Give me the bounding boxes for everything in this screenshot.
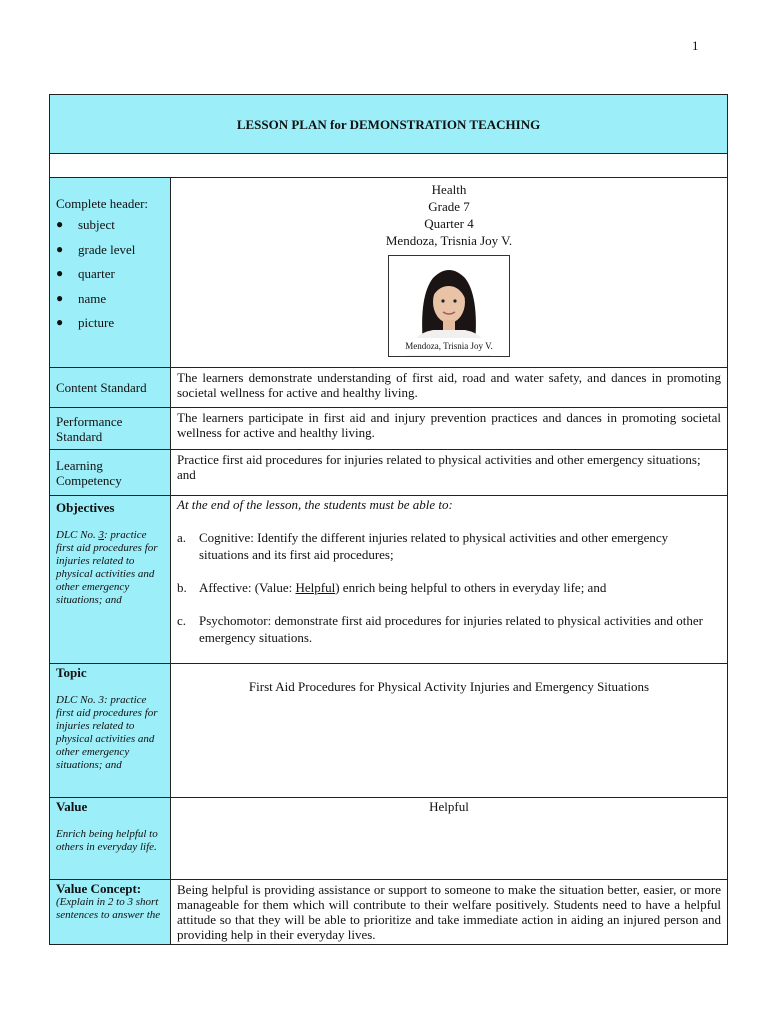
quarter: Quarter 4 xyxy=(424,216,474,231)
value-label-cell xyxy=(50,798,171,880)
document-title: LESSON PLAN for DEMONSTRATION TEACHING xyxy=(50,95,728,154)
page-number: 1 xyxy=(692,38,699,53)
blank-row xyxy=(50,154,728,178)
performance-standard-row xyxy=(50,408,728,450)
objective-item: a. Cognitive: Identify the different injuries related to physical activities and other emergency situations and its first aid procedures; xyxy=(177,530,669,562)
subject: Health xyxy=(431,182,467,197)
value-concept-row xyxy=(50,880,728,945)
content-standard-row xyxy=(50,368,728,408)
photo-caption: Mendoza, Trisnia Joy V. xyxy=(389,338,509,355)
value-concept-text: Being helpful is providing assistance or support to someone to make the situation better, easier, or more manageable for them which will contribute to their welfare positively. Students need to have a helpful attitude so that they will be able to prioritize and take immediate action in aiding an injured person and providing help in their everyday lives. xyxy=(171,880,728,945)
topic-label-cell xyxy=(50,664,171,798)
content-standard-label: Content Standard xyxy=(50,368,171,408)
bullet-icon: ● xyxy=(56,241,64,256)
objectives-dlc: DLC No. 3: practice first aid procedures for injuries related to physical activities and other emergency situations; and xyxy=(56,529,158,606)
learning-competency-label: Learning Competency xyxy=(50,450,171,496)
header-info-cell xyxy=(171,178,728,368)
value-concept-description: (Explain in 2 to 3 short sentences to answer the xyxy=(56,896,161,921)
value-concept-label: Value Concept: xyxy=(56,881,142,896)
list-item: ● name xyxy=(56,290,107,306)
teacher-photo xyxy=(388,255,510,357)
bullet-icon: ● xyxy=(56,315,64,329)
objective-item: c. Psychomotor: demonstrate first aid procedures for injuries related to physical activities and other emergency situations. xyxy=(177,613,703,645)
value-row xyxy=(50,798,728,880)
objectives-intro: At the end of the lesson, the students must be able to: xyxy=(177,497,453,512)
list-item: ● picture xyxy=(56,315,115,330)
lesson-plan-table xyxy=(49,94,728,945)
objectives-row xyxy=(50,496,728,664)
grade-level: Grade 7 xyxy=(428,199,470,214)
value-description: Enrich being helpful to others in everyday life. xyxy=(56,828,158,853)
objective-item: b. Affective: (Value: Helpful) enrich being helpful to others in everyday life; and xyxy=(177,580,607,595)
value-concept-label-cell xyxy=(50,880,171,945)
topic-text: First Aid Procedures for Physical Activity Injuries and Emergency Situations xyxy=(171,664,728,798)
teacher-name: Mendoza, Trisnia Joy V. xyxy=(385,233,513,248)
objectives-label: Objectives xyxy=(56,500,115,515)
list-item: ● subject xyxy=(56,217,115,232)
header-label: Complete header: xyxy=(56,196,149,211)
value-text: Helpful xyxy=(171,798,728,880)
list-item: ● grade level xyxy=(56,241,136,257)
header-label-cell xyxy=(50,178,171,368)
bullet-icon: ● xyxy=(56,290,64,305)
title-row xyxy=(50,95,728,154)
bullet-icon: ● xyxy=(56,217,64,231)
topic-row xyxy=(50,664,728,798)
learning-competency-text: Practice first aid procedures for injuries related to physical activities and other emergency situations; and xyxy=(171,450,728,496)
objectives-label-cell xyxy=(50,496,171,664)
bullet-icon: ● xyxy=(56,266,64,280)
value-label: Value xyxy=(56,799,88,814)
performance-standard-text: The learners participate in first aid and injury prevention practices and dances in promoting societal wellness for active and healthy living. xyxy=(171,408,728,450)
performance-standard-label: Performance Standard xyxy=(50,408,171,450)
learning-competency-row xyxy=(50,450,728,496)
objectives-content xyxy=(171,496,728,664)
header-row xyxy=(50,178,728,368)
content-standard-text: The learners demonstrate understanding of first aid, road and water safety, and dances in promoting societal wellness for active and healthy living. xyxy=(171,368,728,408)
topic-label: Topic xyxy=(56,665,87,680)
header-item-list xyxy=(56,217,164,340)
list-item: ● quarter xyxy=(56,266,115,281)
topic-dlc: DLC No. 3: practice first aid procedures for injuries related to physical activities and other emergency situations; and xyxy=(56,694,158,771)
